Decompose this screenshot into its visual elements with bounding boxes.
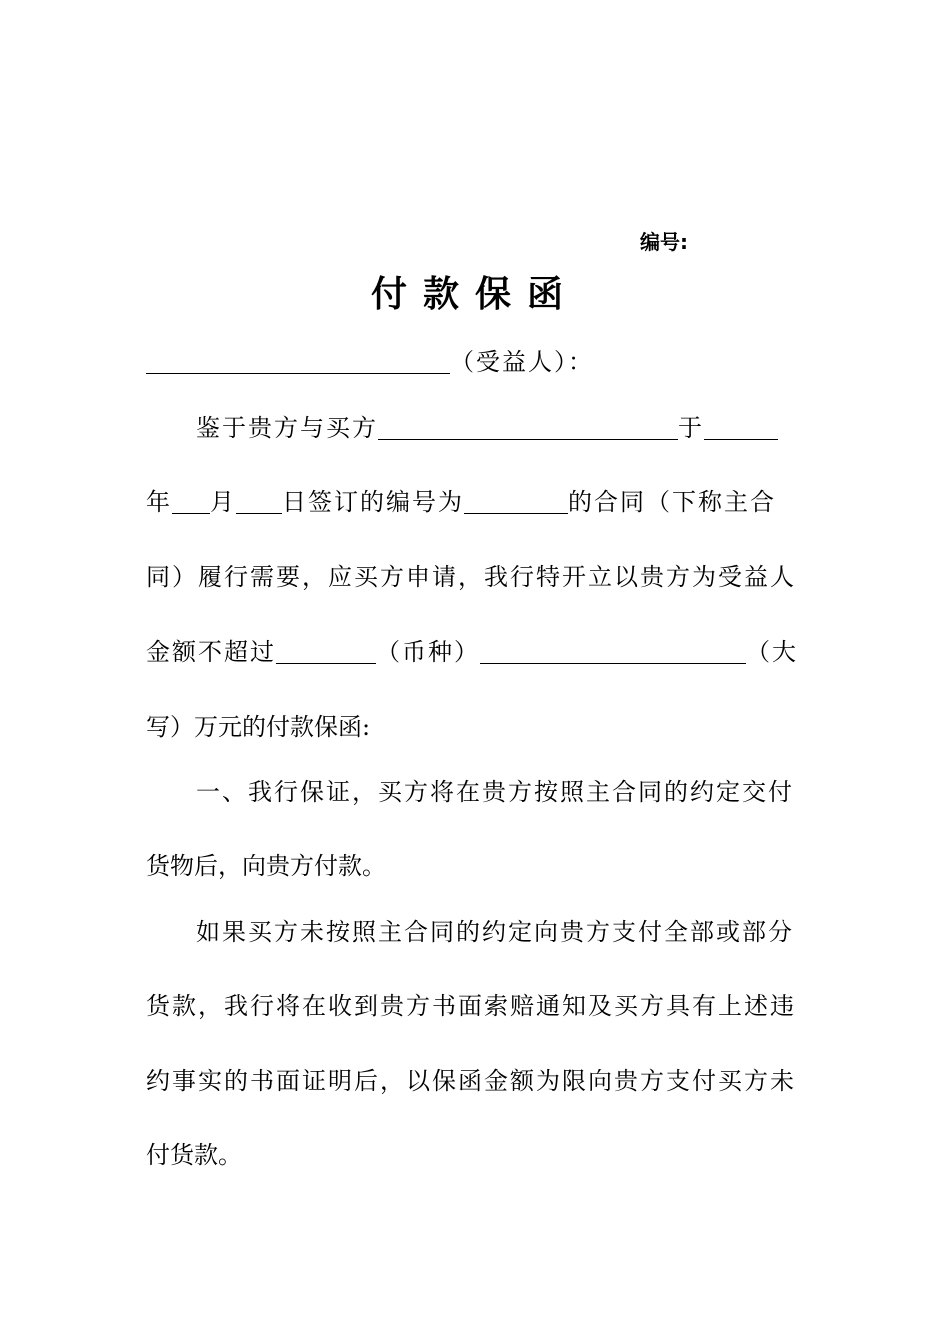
document-title: 付款保函 [370,274,579,315]
day-blank[interactable] [236,485,282,514]
paragraph1-line5: 写）万元的付款保函: [146,713,371,741]
text-segment: 鉴于贵方与买方 [196,414,378,442]
text-segment: 金额不超过 [146,638,276,666]
paragraph1-line2 [146,482,806,522]
text-segment: 月 [210,488,236,516]
clause2-line4: 付货款。 [146,1141,242,1169]
amount-blank[interactable] [276,635,376,664]
text-segment: 的合同（下称主合 [568,488,776,516]
text-segment: （币种） [376,638,480,666]
text-segment: 年 [146,488,172,516]
month-blank[interactable] [172,485,210,514]
paragraph1-line3: 同）履行需要，应买方申请，我行特开立以贵方为受益人 [146,563,796,591]
beneficiary-suffix: （受益人）： [450,348,594,376]
year-blank[interactable] [704,411,778,440]
paragraph1-line1 [146,408,806,448]
paragraph1-line4 [146,632,806,672]
beneficiary-blank[interactable] [146,345,450,374]
contract-number-blank[interactable] [464,485,568,514]
clause1-line1: 一、我行保证，买方将在贵方按照主合同的约定交付 [196,778,794,806]
clause2-line2: 货款，我行将在收到贵方书面索赔通知及买方具有上述违 [146,992,796,1020]
document-number-label: 编号: [640,230,688,254]
text-segment: 日签订的编号为 [282,488,464,516]
clause2-line3: 约事实的书面证明后，以保函金额为限向贵方支付买方未 [146,1067,796,1095]
buyer-blank[interactable] [378,411,678,440]
text-segment: （大 [746,638,798,666]
text-segment: 于 [678,414,704,442]
beneficiary-line [146,342,806,382]
amount-in-words-blank[interactable] [480,635,746,664]
clause2-line1: 如果买方未按照主合同的约定向贵方支付全部或部分 [196,918,794,946]
clause1-line2: 货物后，向贵方付款。 [146,852,386,880]
